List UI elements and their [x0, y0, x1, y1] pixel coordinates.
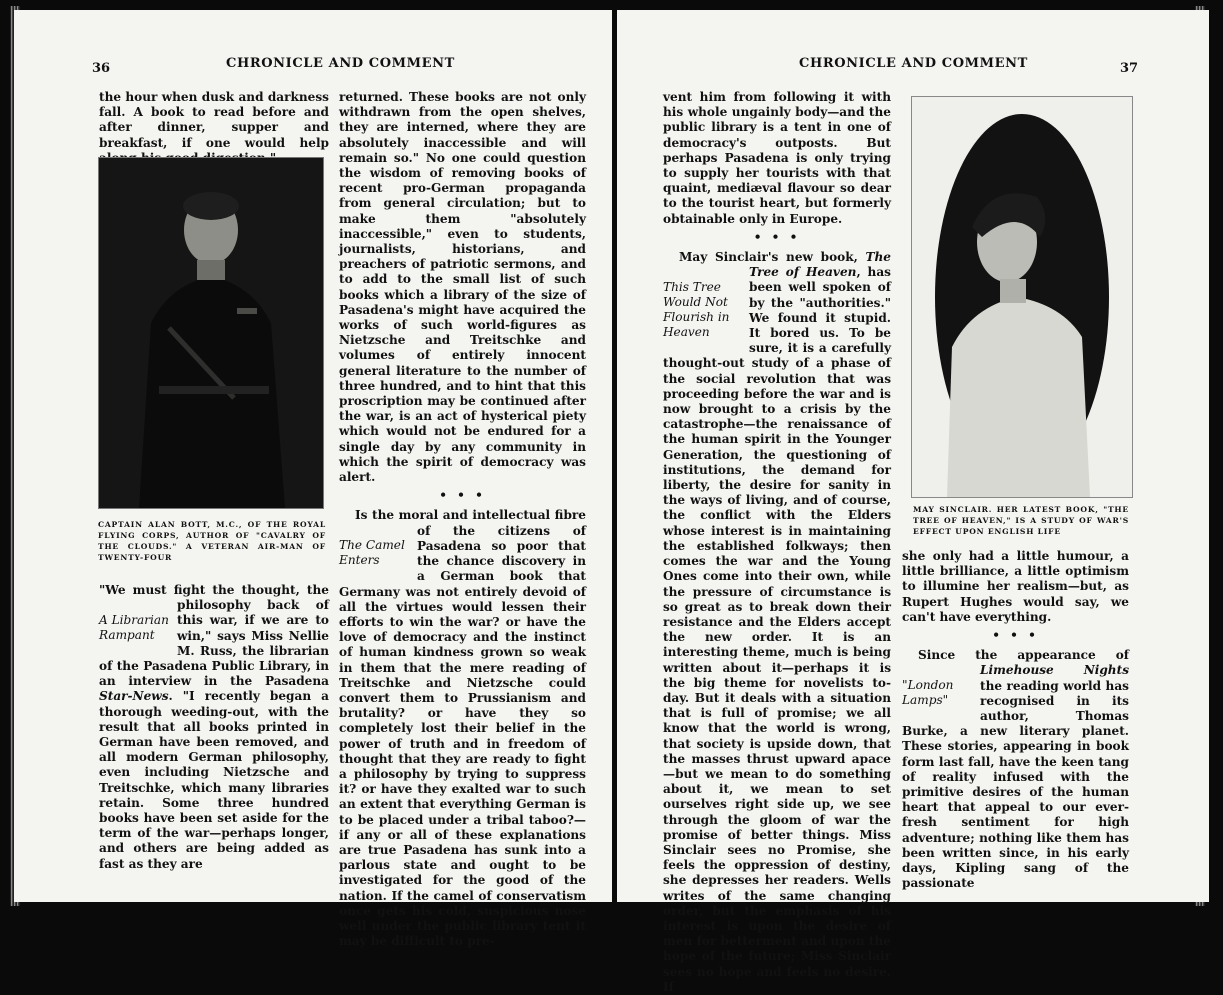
sidenote-this-tree: This Tree Would Not Flourish in Heaven [663, 280, 730, 340]
article-text-top: the hour when dusk and darkness fall. A book to read before and after dinner, supper and breakfast, if one would help [99, 90, 329, 150]
article-column-right: returned. These books are not only withdrawn from the open shelves, they are interned, where they are absolutely inaccessible and will remain so." No one could question the wisdom of removing books of recent pro-German propaganda from general circulation; but to make them "absolutely inaccessible," even to students, journalists, historians, and preachers of patriotic sermons, and to add to the small list of such books which a library of the size of Pasadena's might have acquired the works of such world-figures as Nietzsche and Treitschke and volumes of entirely innocent general literature to the number of three hundred, and to hint that this proscription may be continued after the war, is an act of hysterical piety which would not be endured for a single day by any community in which the spirit of democracy was alert. • • • The Camel Enters Is the moral and intellectual fibre of the citizens of Pasadena so poor that the chance discovery in a German book that Germany was not entirely devoid of all the virtues would lessen their efforts to win the war? or have the love of democracy and the instinct of human kindness grown so weak in them that the mere reading of Treitschke and Nietzsche could convert them to Prussianism and brutality? or have they so completely lost their belief in the power of truth and in freedom of thought that they are ready to fight a philosophy by trying to suppress it? or have they exalted war to such an extent that everything German is to be placed under a tribal taboo?—if any or all of these explanations are true Pasadena has sunk into a parlous state and ought to be investigated for the good of the nation. If the camel of conservatism once gets his cold, suspicious nose well under the public library tent it may be difficult to pre- [339, 90, 586, 949]
left-page [14, 10, 612, 949]
article-column-right: she only had a little humour, a little brilliance, a little optimism to illumine her realism—but, as Rupert Hughes would say, we can't have everything. • • • "London Lamps" Since the appearance of Limehouse Nights the reading world has recognised in its author, Thomas Burke, a new literary planet. These stories, appearing in book form last fall, have the keen tang of reality infused with the primitive desires of the human heart that appeal to our ever-fresh sentiment for high adventure; nothing like them has been written since, in his early days, Kipling sang of the passionate [902, 549, 1129, 891]
oval-portrait-image [912, 97, 1132, 497]
article-text-librarian: A Librarian Rampant "We must fight the thought, the philosophy back of this war, if we are to win," says Miss Nellie M. Russ, the librarian of the Pasadena Public Library, in an interview in the Pasadena Star-News. "I recently began a thorough weeding-out, with the result that all books printed in German have been removed, and all modern German philosophy, even including Nietzsche and Treitschke, which many libraries retain. Some three hundred books have been set aside for the term of the war—perhaps longer, and others are being added as fast as they are [99, 583, 329, 871]
section-separator: • • • [439, 488, 486, 503]
photo-caption: CAPTAIN ALAN BOTT, M.C., OF THE ROYAL FLYING CORPS, AUTHOR OF "CAVALRY OF THE CLOUDS." A VETERAN AIR-MAN OF TWENTY-FOUR [98, 520, 326, 562]
portrait-image [99, 158, 323, 508]
article-column-left: vent him from following it with his whole ungainly body—and the public library is a tent in one of democracy's outposts. But perhaps Pasadena is only trying to supply her tourists with that quaint, mediæval flavour so dear to the tourist heart, but formerly obtainable only in Europe. • • • This Tree Would Not Flourish in Heaven May Sinclair's new book, The Tree of Heaven, has been well spoken of by the "authorities." We found it stupid. It bored us. To be sure, it is a carefully thought-out study of a phase of the social revolution that was proceeding before the war and is now brought to a crisis by the catastrophe—the renaissance of the human spirit in the Younger Generation, the questioning of institutions, the demand for liberty, the desire for sanity in the ways of living, and of course, the conflict with the Elders whose interest is in maintaining the established folkways; then comes the war and the Young Ones come into their own, while the pressure of circumstance is so great as to break down their resistance and the Elders accept the new order. It is an interesting theme, much is being written about it—perhaps it is the big theme for novelists to-day. But it deals with a situation that is full of promise; we all know that the world is wrong, that society is upside down, that the masses thrust upward apace—but we mean to do something about it, we mean to set ourselves right side up, we see through the gloom of war the promise of better things. Miss Sinclair sees no Promise, she feels the oppression of destiny, she depresses her readers. Wells writes of the same changing order, but the emphasis of his interest is upon the desire of men for betterment and upon the hope of the future; Miss Sinclair sees no hope and feels no desire. If [663, 90, 891, 994]
page-number: 36 [92, 61, 111, 76]
section-separator: • • • [753, 229, 801, 244]
running-head: CHRONICLE AND COMMENT [226, 56, 455, 71]
sidenote-a-librarian-rampant: A Librarian Rampant [99, 613, 169, 642]
portrait-photo-may-sinclair [911, 96, 1133, 498]
sidenote-london-lamps: "London Lamps" [902, 678, 954, 708]
photo-caption: MAY SINCLAIR. HER LATEST BOOK, "THE TREE OF HEAVEN," IS A STUDY OF WAR'S EFFECT UPON ENGLISH LIFE [913, 505, 1129, 536]
running-head: CHRONICLE AND COMMENT [799, 56, 1028, 71]
section-separator: • • • [992, 628, 1039, 643]
sidenote-the-camel-enters: The Camel Enters [339, 538, 405, 568]
page-number: 37 [1120, 61, 1139, 76]
portrait-photo-captain [98, 157, 324, 509]
right-page [617, 10, 1209, 994]
